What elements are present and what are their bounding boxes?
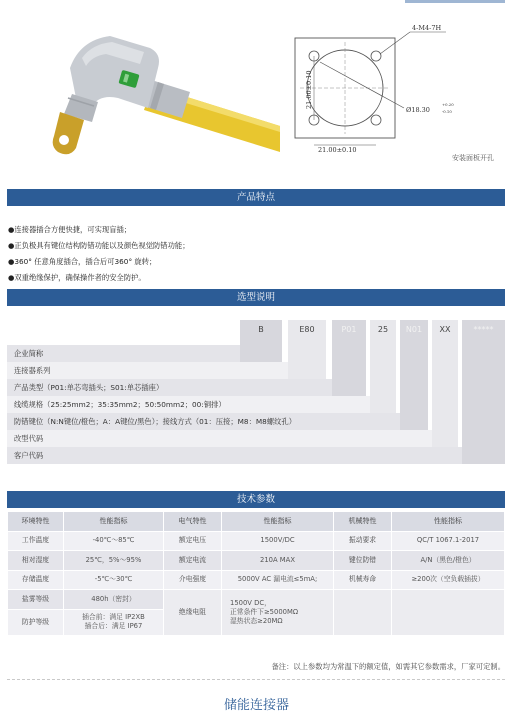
footer-title: 储能连接器 [223, 698, 289, 713]
insulation-line: 1500V DC， [230, 598, 271, 607]
table-cell: 相对湿度 [8, 551, 64, 571]
diameter-tolerance-lower: -0.10 [442, 109, 452, 114]
selection-row-cable-spec: 线缆规格（25:25mm2；35:35mm2；50:50mm2；00:铜排） [7, 396, 370, 413]
feature-item: ●连接器插合方便快捷，可实现盲插； [8, 225, 132, 234]
insulation-line: 正常条件下≥5000MΩ [230, 607, 299, 616]
table-cell: 机械寿命 [334, 570, 392, 590]
table-cell: 存储温度 [8, 570, 64, 590]
table-cell: ≥200次（空负载插拔） [392, 570, 505, 590]
table-header: 机械特性 [334, 512, 392, 532]
table-header: 性能指标 [64, 512, 164, 532]
table-cell: A/N（黑色/橙色） [392, 551, 505, 571]
specs-section-title: 技术参数 [7, 491, 505, 508]
selection-row-company: 企业简称 [7, 345, 240, 362]
table-cell: 额定电流 [164, 551, 222, 571]
selection-row-product-type: 产品类型（P01:单芯弯插头；S01:单芯插座） [7, 379, 332, 396]
selection-row-variant: 改型代码 [7, 430, 432, 447]
insulation-values [222, 590, 334, 636]
table-cell [64, 609, 164, 635]
insulation-label: 绝缘电阻 [164, 590, 222, 636]
horizontal-dimension: 21.00±0.10 [318, 146, 357, 154]
specs-table [7, 511, 505, 636]
table-cell: 1500V/DC [222, 531, 334, 551]
table-cell: 25℃，5%～95% [64, 551, 164, 571]
selection-row-keying: 防错键位（N:N键位/橙色；A：A键位/黑色）；接线方式（01：压接；M8：M8螺纹孔） [7, 413, 400, 430]
hole-spec-label: 4-M4-7H [412, 24, 442, 32]
feature-item: ●360° 任意角度插合，插合后可360° 旋转； [8, 257, 157, 266]
table-cell: 介电强度 [164, 570, 222, 590]
table-cell: 振动要求 [334, 531, 392, 551]
code-product-type: P01 [341, 325, 357, 334]
table-cell: 额定电压 [164, 531, 222, 551]
code-keying: N01 [405, 325, 423, 334]
table-cell: 盐雾等级 [8, 590, 64, 610]
connector-product-image [40, 28, 280, 158]
table-row [8, 590, 505, 610]
table-header: 性能指标 [392, 512, 505, 532]
table-row [8, 570, 505, 590]
code-company: B [258, 325, 264, 334]
panel-cutout-caption: 安装面板开孔 [452, 154, 494, 162]
selection-section-title: 选型说明 [7, 289, 505, 306]
table-cell: -5℃～30℃ [64, 570, 164, 590]
insulation-line: 湿热状态≥20MΩ [230, 616, 283, 625]
protection-line: 插合前：满足 IP2XB [82, 613, 145, 621]
vertical-dimension: 21.00±0.10 [305, 70, 313, 109]
table-header: 电气特性 [164, 512, 222, 532]
table-cell: 键位防错 [334, 551, 392, 571]
table-cell: 5000V AC 漏电流≤5mA; [222, 570, 334, 590]
panel-cutout-drawing [270, 20, 510, 160]
table-header-row [8, 512, 505, 532]
footnote: 备注：以上参数均为常温下的额定值，如需其它参数需求，厂家可定制。 [271, 662, 505, 671]
protection-line: 插合后：满足 IP67 [84, 622, 143, 630]
table-header: 性能指标 [222, 512, 334, 532]
table-header: 环境特性 [8, 512, 64, 532]
code-customer: ***** [473, 325, 494, 334]
table-cell: 480h（密封） [64, 590, 164, 610]
top-accent-bar [405, 0, 505, 3]
feature-item: ●正负极具有键位结构防错功能以及颜色视觉防错功能； [8, 241, 190, 250]
table-cell: 工作温度 [8, 531, 64, 551]
feature-list [8, 222, 498, 286]
table-row [8, 551, 505, 571]
feature-item: ●双重绝缘保护，确保操作者的安全防护。 [8, 273, 146, 282]
diameter-dimension: Ø18.30 [406, 106, 430, 114]
table-cell: 防护等级 [8, 609, 64, 635]
code-variant: XX [439, 325, 451, 334]
divider [7, 679, 505, 680]
selection-row-series: 连接器系列 [7, 362, 288, 379]
table-cell: 210A MAX [222, 551, 334, 571]
diameter-tolerance-upper: +0.20 [442, 102, 454, 107]
table-cell: QC/T 1067.1-2017 [392, 531, 505, 551]
table-row [8, 531, 505, 551]
selection-row-customer: 客户代码 [7, 447, 462, 464]
code-series: E80 [299, 325, 315, 334]
table-cell: -40℃～85℃ [64, 531, 164, 551]
features-section-title: 产品特点 [7, 189, 505, 206]
code-cable-spec: 25 [377, 325, 389, 334]
